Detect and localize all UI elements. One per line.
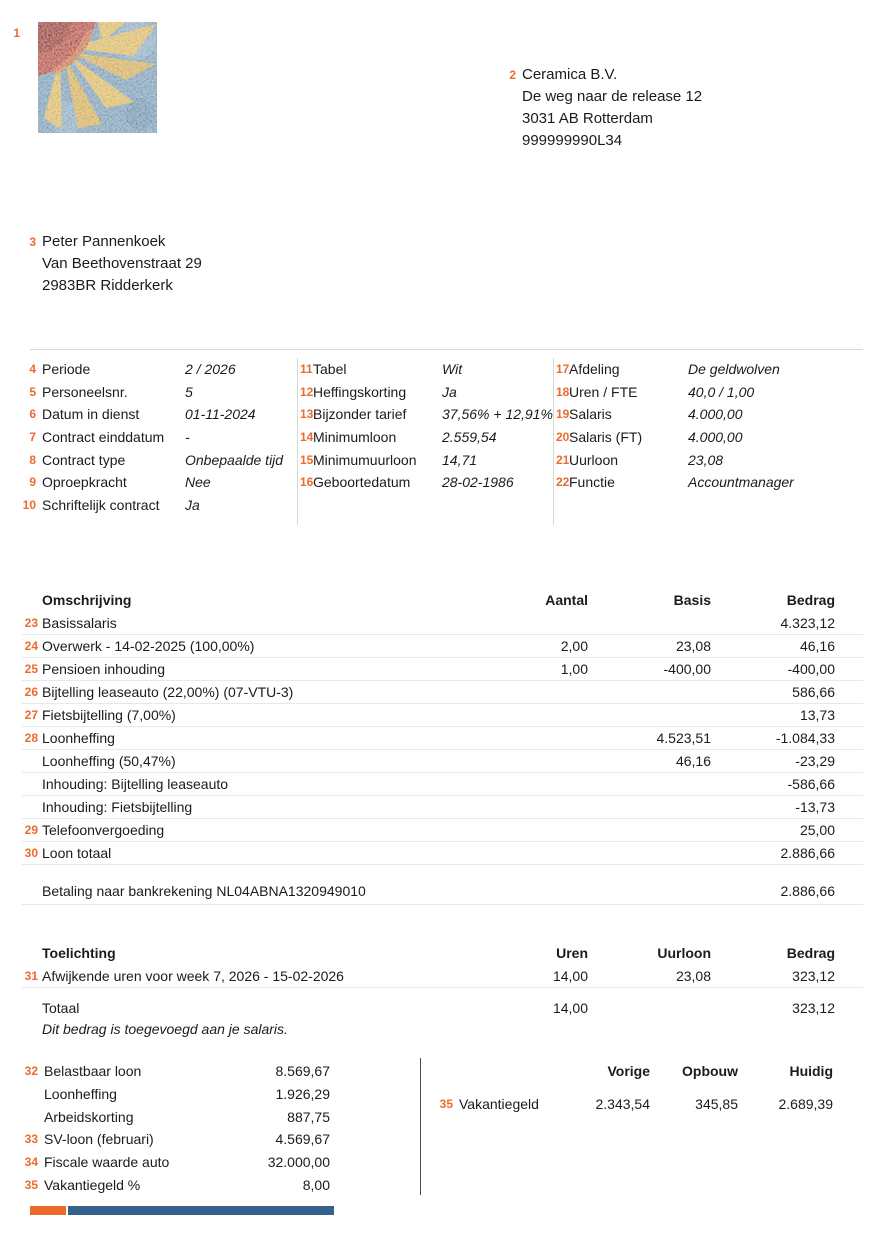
info-label: Bijzonder tarief xyxy=(313,406,407,423)
info-row-periode xyxy=(20,358,297,381)
info-value: 28-02-1986 xyxy=(442,474,514,491)
footer-brand-bar-blue-segment xyxy=(68,1206,334,1215)
info-row-uren-fte xyxy=(556,381,863,404)
annotation-30: 30 xyxy=(24,846,38,860)
annotation-9: 9 xyxy=(29,475,36,490)
info-row-contract-type xyxy=(20,448,297,471)
company-address-block xyxy=(502,64,702,152)
earnings-description: Overwerk - 14-02-2025 (100,00%) xyxy=(42,638,255,654)
annotation-17: 17 xyxy=(556,362,570,377)
toelichting-header-label: Toelichting xyxy=(42,945,116,961)
toelichting-total-bedrag: 323,12 xyxy=(792,1000,835,1016)
employee-city: 2983BR Ridderkerk xyxy=(42,277,173,294)
annotation-15: 15 xyxy=(300,452,314,467)
annotation-7: 7 xyxy=(29,430,36,445)
info-label: Schriftelijk contract xyxy=(42,496,160,513)
info-label: Periode xyxy=(42,361,91,378)
info-row-geboortedatum xyxy=(300,471,553,494)
payment-description: Betaling naar bankrekening NL04ABNA1320949010 xyxy=(42,883,366,899)
info-label: Personeelsnr. xyxy=(42,383,128,400)
annotation-20: 20 xyxy=(556,430,570,445)
earnings-row-overwerk xyxy=(22,635,863,658)
info-row-salaris xyxy=(556,403,863,426)
payment-row xyxy=(22,878,863,905)
info-row-tabel xyxy=(300,358,553,381)
earnings-row-fietsbijtelling xyxy=(22,704,863,727)
annotation-28: 28 xyxy=(24,731,38,745)
info-value: Wit xyxy=(442,361,463,378)
summary-value: 4.569,67 xyxy=(275,1131,330,1148)
info-value: 01-11-2024 xyxy=(185,406,256,423)
annotation-26: 26 xyxy=(24,685,38,699)
toelichting-description: Afwijkende uren voor week 7, 2026 - 15-02-2026 xyxy=(42,968,344,984)
company-tax-number: 999999990L34 xyxy=(522,132,623,149)
annotation-25: 25 xyxy=(24,662,38,676)
earnings-basis: 46,16 xyxy=(675,753,711,769)
info-label: Geboortedatum xyxy=(313,474,411,491)
info-label: Oproepkracht xyxy=(42,474,127,491)
annotation-13: 13 xyxy=(300,407,314,422)
earnings-bedrag: -23,29 xyxy=(795,753,835,769)
vakantiegeld-label: Vakantiegeld xyxy=(459,1096,539,1112)
employee-address-lines xyxy=(42,231,202,297)
info-column-2 xyxy=(297,358,553,525)
summary-label: Arbeidskorting xyxy=(44,1108,134,1125)
company-address-lines xyxy=(522,64,702,152)
info-row-minimumuurloon xyxy=(300,448,553,471)
summary-value: 887,75 xyxy=(287,1108,330,1125)
info-value: 2.559,54 xyxy=(442,429,497,446)
annotation-33: 33 xyxy=(24,1132,38,1147)
earnings-bedrag: 4.323,12 xyxy=(780,615,835,631)
info-label: Tabel xyxy=(313,361,347,378)
employee-name: Peter Pannenkoek xyxy=(42,233,166,250)
earnings-aantal: 2,00 xyxy=(560,638,588,654)
summary-row-sv-loon xyxy=(22,1128,330,1151)
earnings-bedrag: -586,66 xyxy=(787,776,835,792)
earnings-header-omschrijving: Omschrijving xyxy=(42,592,132,608)
annotation-8: 8 xyxy=(29,452,36,467)
info-label: Salaris xyxy=(569,406,612,423)
summary-label: SV-loon (februari) xyxy=(44,1131,154,1148)
summary-value: 32.000,00 xyxy=(267,1154,330,1171)
vakantiegeld-opbouw: 345,85 xyxy=(695,1096,738,1112)
footer-brand-bar-orange-segment xyxy=(30,1206,66,1215)
info-value: Ja xyxy=(442,383,457,400)
summary-value: 8.569,67 xyxy=(275,1063,330,1080)
tax-summary-block xyxy=(22,1060,330,1196)
earnings-description: Loonheffing (50,47%) xyxy=(42,753,176,769)
toelichting-header-uurloon: Uurloon xyxy=(657,945,711,961)
annotation-19: 19 xyxy=(556,407,570,422)
earnings-description: Basissalaris xyxy=(42,615,117,631)
earnings-description: Loonheffing xyxy=(42,730,115,746)
info-row-datum-in-dienst xyxy=(20,403,297,426)
toelichting-header-row xyxy=(22,941,863,965)
annotation-29: 29 xyxy=(24,823,38,837)
info-value: 23,08 xyxy=(688,451,724,468)
annotation-2: 2 xyxy=(509,68,516,82)
earnings-row-inhouding-leaseauto xyxy=(22,773,863,796)
toelichting-bedrag: 323,12 xyxy=(792,968,835,984)
earnings-row-telefoonvergoeding xyxy=(22,819,863,842)
info-value: 40,0 / 1,00 xyxy=(688,383,755,400)
info-row-oproepkracht xyxy=(20,471,297,494)
info-value: 4.000,00 xyxy=(688,406,743,423)
toelichting-total-uren: 14,00 xyxy=(552,1000,588,1016)
earnings-row-loonheffing xyxy=(22,727,863,750)
summary-label: Vakantiegeld % xyxy=(44,1176,141,1193)
annotation-12: 12 xyxy=(300,384,314,399)
earnings-bedrag: 25,00 xyxy=(799,822,835,838)
info-row-schriftelijk-contract xyxy=(20,494,297,517)
info-row-afdeling xyxy=(556,358,863,381)
info-row-minimumloon xyxy=(300,426,553,449)
annotation-3: 3 xyxy=(29,235,36,249)
info-value: De geldwolven xyxy=(688,361,780,378)
annotation-32: 32 xyxy=(24,1064,38,1079)
info-value: Ja xyxy=(185,496,200,513)
annotation-6: 6 xyxy=(29,407,36,422)
info-label: Contract type xyxy=(42,451,126,468)
earnings-basis: 4.523,51 xyxy=(656,730,711,746)
earnings-description: Inhouding: Bijtelling leaseauto xyxy=(42,776,229,792)
toelichting-row-afwijkende-uren xyxy=(22,965,863,988)
employment-info-section xyxy=(22,349,863,525)
company-city: 3031 AB Rotterdam xyxy=(522,110,653,127)
info-label: Uren / FTE xyxy=(569,383,638,400)
earnings-table xyxy=(22,588,863,905)
annotation-35b: 35 xyxy=(439,1097,453,1111)
company-street: De weg naar de release 12 xyxy=(522,88,703,105)
toelichting-table xyxy=(22,941,863,1039)
annotation-10: 10 xyxy=(22,497,36,512)
info-row-bijzonder-tarief xyxy=(300,403,553,426)
summary-row-fiscale-waarde-auto xyxy=(22,1151,330,1174)
info-row-functie xyxy=(556,471,863,494)
vakantiegeld-header-vorige: Vorige xyxy=(607,1063,650,1079)
info-column-3 xyxy=(553,358,863,525)
annotation-31: 31 xyxy=(24,969,38,983)
earnings-bedrag: -13,73 xyxy=(795,799,835,815)
earnings-header-bedrag: Bedrag xyxy=(786,592,835,608)
summary-value: 1.926,29 xyxy=(275,1086,330,1103)
earnings-header-row xyxy=(22,588,863,612)
toelichting-uren: 14,00 xyxy=(552,968,588,984)
earnings-row-pensioen xyxy=(22,658,863,681)
sunflower-mosaic-image xyxy=(38,22,157,133)
summary-label: Fiscale waarde auto xyxy=(44,1154,170,1171)
info-label: Afdeling xyxy=(569,361,620,378)
summary-label: Belastbaar loon xyxy=(44,1063,142,1080)
annotation-14: 14 xyxy=(300,430,314,445)
info-label: Contract einddatum xyxy=(42,429,165,446)
info-label: Heffingskorting xyxy=(313,383,407,400)
info-value: Accountmanager xyxy=(688,474,794,491)
annotation-24: 24 xyxy=(24,639,38,653)
annotation-5: 5 xyxy=(29,384,36,399)
toelichting-uurloon: 23,08 xyxy=(675,968,711,984)
annotation-35: 35 xyxy=(24,1177,38,1192)
info-label: Datum in dienst xyxy=(42,406,140,423)
info-column-1 xyxy=(20,358,297,525)
vakantiegeld-vorige: 2.343,54 xyxy=(595,1096,650,1112)
earnings-row-bijtelling-leaseauto xyxy=(22,681,863,704)
earnings-description: Pensioen inhouding xyxy=(42,661,165,677)
info-row-personeelsnr xyxy=(20,381,297,404)
annotation-1: 1 xyxy=(13,26,20,40)
vakantiegeld-huidig: 2.689,39 xyxy=(778,1096,833,1112)
earnings-basis: -400,00 xyxy=(663,661,711,677)
info-value: 14,71 xyxy=(442,451,478,468)
info-row-salaris-ft xyxy=(556,426,863,449)
toelichting-total-row xyxy=(22,997,863,1019)
annotation-11: 11 xyxy=(300,362,313,377)
earnings-row-loon-totaal xyxy=(22,842,863,865)
company-logo xyxy=(38,22,157,133)
company-name: Ceramica B.V. xyxy=(522,66,618,83)
info-label: Minimumloon xyxy=(313,429,397,446)
info-label: Uurloon xyxy=(569,451,619,468)
earnings-bedrag: 2.886,66 xyxy=(780,845,835,861)
info-label: Salaris (FT) xyxy=(569,429,643,446)
earnings-description: Telefoonvergoeding xyxy=(42,822,165,838)
employee-address-block xyxy=(22,231,202,297)
summary-row-arbeidskorting xyxy=(22,1105,330,1128)
info-value: 5 xyxy=(185,383,193,400)
info-row-uurloon xyxy=(556,448,863,471)
payment-bedrag: 2.886,66 xyxy=(780,883,835,899)
info-row-contract-einddatum xyxy=(20,426,297,449)
earnings-bedrag: -1.084,33 xyxy=(775,730,835,746)
annotation-16: 16 xyxy=(300,475,314,490)
annotation-21: 21 xyxy=(556,452,570,467)
vakantiegeld-header-huidig: Huidig xyxy=(789,1063,833,1079)
info-label: Minimumuurloon xyxy=(313,451,417,468)
earnings-description: Bijtelling leaseauto (22,00%) (07-VTU-3) xyxy=(42,684,294,700)
summary-row-loonheffing xyxy=(22,1083,330,1106)
annotation-34: 34 xyxy=(24,1155,38,1170)
toelichting-note-row xyxy=(22,1019,863,1039)
toelichting-header-bedrag: Bedrag xyxy=(786,945,835,961)
annotation-27: 27 xyxy=(24,708,38,722)
earnings-basis: 23,08 xyxy=(675,638,711,654)
info-value: 2 / 2026 xyxy=(185,361,236,378)
footer-brand-bar xyxy=(30,1206,334,1215)
earnings-aantal: 1,00 xyxy=(560,661,588,677)
earnings-row-inhouding-fiets xyxy=(22,796,863,819)
toelichting-header-uren: Uren xyxy=(556,945,588,961)
info-label: Functie xyxy=(569,474,615,491)
earnings-bedrag: 46,16 xyxy=(799,638,835,654)
annotation-4: 4 xyxy=(29,362,36,377)
earnings-bedrag: -400,00 xyxy=(787,661,835,677)
earnings-description: Loon totaal xyxy=(42,845,112,861)
info-value: - xyxy=(185,429,190,446)
employee-street: Van Beethovenstraat 29 xyxy=(42,255,202,272)
vakantiegeld-label-cell xyxy=(437,1096,557,1112)
summary-vertical-divider xyxy=(420,1058,421,1195)
summary-label: Loonheffing xyxy=(44,1086,117,1103)
toelichting-total-label: Totaal xyxy=(42,1000,80,1016)
earnings-header-aantal: Aantal xyxy=(545,592,588,608)
earnings-bedrag: 13,73 xyxy=(799,707,835,723)
info-value: 4.000,00 xyxy=(688,429,743,446)
summary-value: 8,00 xyxy=(302,1176,330,1193)
earnings-row-basissalaris xyxy=(22,612,863,635)
info-value: Nee xyxy=(185,474,211,491)
annotation-22: 22 xyxy=(556,475,570,490)
earnings-row-loonheffing-bijzonder xyxy=(22,750,863,773)
toelichting-note: Dit bedrag is toegevoegd aan je salaris. xyxy=(42,1021,288,1037)
earnings-description: Inhouding: Fietsbijtelling xyxy=(42,799,193,815)
vakantiegeld-header-row xyxy=(437,1060,833,1082)
earnings-header-basis: Basis xyxy=(673,592,711,608)
earnings-bedrag: 586,66 xyxy=(792,684,835,700)
info-row-heffingskorting xyxy=(300,381,553,404)
summary-row-vakantiegeld-pct xyxy=(22,1173,330,1196)
earnings-description: Fietsbijtelling (7,00%) xyxy=(42,707,176,723)
annotation-18: 18 xyxy=(556,384,570,399)
annotation-23: 23 xyxy=(24,616,38,630)
vakantiegeld-value-row xyxy=(437,1093,833,1115)
summary-row-belastbaar-loon xyxy=(22,1060,330,1083)
vakantiegeld-block xyxy=(437,1060,833,1115)
info-value: Onbepaalde tijd xyxy=(185,451,284,468)
info-value: 37,56% + 12,91% xyxy=(442,406,553,423)
vakantiegeld-header-opbouw: Opbouw xyxy=(682,1063,738,1079)
